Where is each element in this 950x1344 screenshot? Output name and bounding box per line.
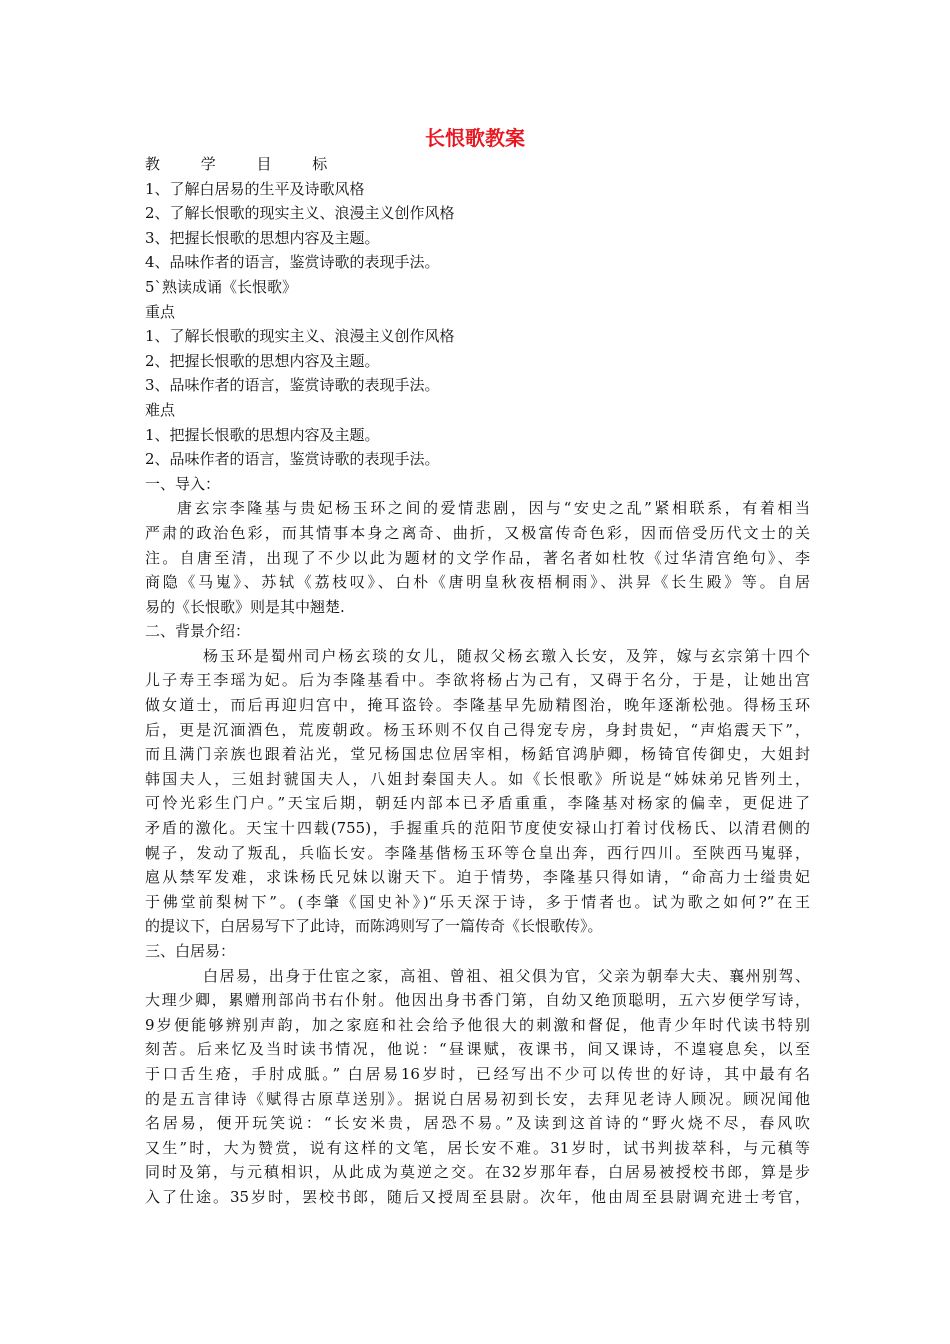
paragraph-line: 严肃的政治色彩，而其情事本身之离奇、曲折，又极富传奇色彩，因而倍受历代文士的关 [145, 523, 810, 542]
paragraph-line: 名居易，便开玩笑说：“长安米贵，居恐不易。”及读到这首诗的“野火烧不尽，春风吹 [145, 1114, 810, 1133]
document-body [145, 152, 810, 1210]
paragraph-line: 后，更是沉湎酒色，荒废朝政。杨玉环则不仅自己得宠专房，身封贵妃，“声焰震天下”， [145, 720, 810, 739]
background-heading: 二、背景介绍： [145, 622, 251, 641]
paragraph-line: 可怜光彩生门户。”天宝后期，朝廷内部本已矛盾重重，李隆基对杨家的偏幸，更促进了 [145, 794, 810, 813]
paragraph-line: 杨玉环是蜀州司户杨玄琰的女儿，随叔父杨玄璬入长安，及笄，嫁与玄宗第十四个 [203, 646, 810, 665]
intro-paragraph [145, 496, 810, 619]
paragraph-line: 刻苦。后来忆及当时读书情况，他说：“昼课赋，夜课书，间又课诗，不遑寝息矣，以至 [145, 1040, 810, 1059]
bio-heading: 三、白居易： [145, 942, 236, 960]
key-point-item: 3、品味作者的语言，鉴赏诗歌的表现手法。 [145, 376, 440, 395]
paragraph-line: 而且满门亲族也跟着沾光，堂兄杨国忠位居宰相，杨銛官鸿胪卿，杨锜官传御史，大姐封 [145, 745, 810, 764]
bio-paragraph [145, 964, 810, 1210]
paragraph-line: 幌子，发动了叛乱，兵临长安。李隆基偕杨玉环等仓皇出奔，西行四川。至陕西马嵬驿， [145, 843, 810, 862]
intro-heading: 一、导入： [145, 474, 221, 493]
background-paragraph [145, 644, 810, 939]
paragraph-line: 易的《长恨歌》则是其中翘楚. [145, 597, 345, 616]
document-title: 长恨歌教案 [425, 126, 525, 150]
goal-item: 2、了解长恨歌的现实主义、浪漫主义创作风格 [145, 204, 455, 223]
paragraph-line: 的是五言律诗《赋得古原草送别》。据说白居易初到长安，去拜见老诗人顾况。顾况闻他 [145, 1089, 810, 1108]
goal-item: 1、了解白居易的生平及诗歌风格 [145, 179, 365, 198]
section-goals-heading: 教 学 目 标 [145, 155, 346, 173]
paragraph-line: 矛盾的激化。天宝十四载(755)，手握重兵的范阳节度使安禄山打着讨伐杨氏、以清君侧的 [145, 819, 810, 838]
key-point-item: 2、把握长恨歌的思想内容及主题。 [145, 351, 380, 370]
paragraph-line: 同时及第，与元稹相识，从此成为莫逆之交。在32岁那年春，白居易被授校书郎，算是步 [145, 1163, 810, 1182]
paragraph-line: 注。自唐至清，出现了不少以此为题材的文学作品，著名者如杜牧《过华清宫绝句》、李 [145, 548, 810, 567]
paragraph-line: 儿子寿王李瑶为妃。后为李隆基看中。李欲将杨占为己有，又碍于名分，于是，让她出宫 [145, 671, 810, 690]
difficult-point-item: 1、把握长恨歌的思想内容及主题。 [145, 425, 380, 444]
section-key-heading: 重点 [145, 302, 176, 321]
paragraph-line: 9岁便能够辨别声韵，加之家庭和社会给予他很大的刺激和督促，他青少年时代读书特别 [145, 1015, 810, 1034]
paragraph-line: 商隐《马嵬》、苏轼《荔枝叹》、白朴《唐明皇秋夜梧桐雨》、洪昇《长生殿》等。自居 [145, 573, 810, 592]
goal-item: 5`熟读成诵《长恨歌》 [145, 277, 298, 296]
paragraph-line: 扈从禁军发难，求诛杨氏兄妹以谢天下。迫于情势，李隆基只得如请，“命高力士缢贵妃 [145, 868, 810, 887]
paragraph-line: 大理少卿，累赠刑部尚书右仆射。他因出身书香门第，自幼又绝顶聪明，五六岁便学写诗， [145, 991, 810, 1010]
paragraph-line: 入了仕途。35岁时，罢校书郎，随后又授周至县尉。次年，他由周至县尉调充进士考官， [145, 1187, 810, 1206]
difficult-point-item: 2、品味作者的语言，鉴赏诗歌的表现手法。 [145, 450, 440, 469]
paragraph-line: 唐玄宗李隆基与贵妃杨玉环之间的爱情悲剧，因与“安史之乱”紧相联系，有着相当 [177, 499, 810, 518]
section-difficult-heading: 难点 [145, 400, 176, 419]
paragraph-line: 韩国夫人，三姐封虢国夫人，八姐封秦国夫人。如《长恨歌》所说是“姊妹弟兄皆列土， [145, 769, 810, 788]
paragraph-line: 的提议下，白居易写下了此诗，而陈鸿则写了一篇传奇《长恨歌传》。 [145, 917, 603, 936]
paragraph-line: 做女道士，而后再迎归宫中，掩耳盗铃。李隆基早先励精图治，晚年逐渐松弛。得杨玉环 [145, 696, 810, 715]
paragraph-line: 于佛堂前梨树下”。(李肇《国史补》)“乐天深于诗，多于情者也。试为歌之如何?”在王 [145, 892, 810, 911]
key-point-item: 1、了解长恨歌的现实主义、浪漫主义创作风格 [145, 327, 455, 346]
paragraph-line: 于口舌生疮，手肘成胝。” 白居易16岁时，已经写出不少可以传世的好诗，其中最有名 [145, 1064, 810, 1083]
goal-item: 3、把握长恨歌的思想内容及主题。 [145, 228, 380, 247]
goal-item: 4、品味作者的语言，鉴赏诗歌的表现手法。 [145, 253, 440, 272]
paragraph-line: 又生”时，大为赞赏，说有这样的文笔，居长安不难。31岁时，试书判拔萃科，与元稹等 [145, 1138, 810, 1157]
paragraph-line: 白居易，出身于仕宦之家，高祖、曾祖、祖父俱为官，父亲为朝奉大夫、襄州别驾、 [203, 966, 810, 985]
